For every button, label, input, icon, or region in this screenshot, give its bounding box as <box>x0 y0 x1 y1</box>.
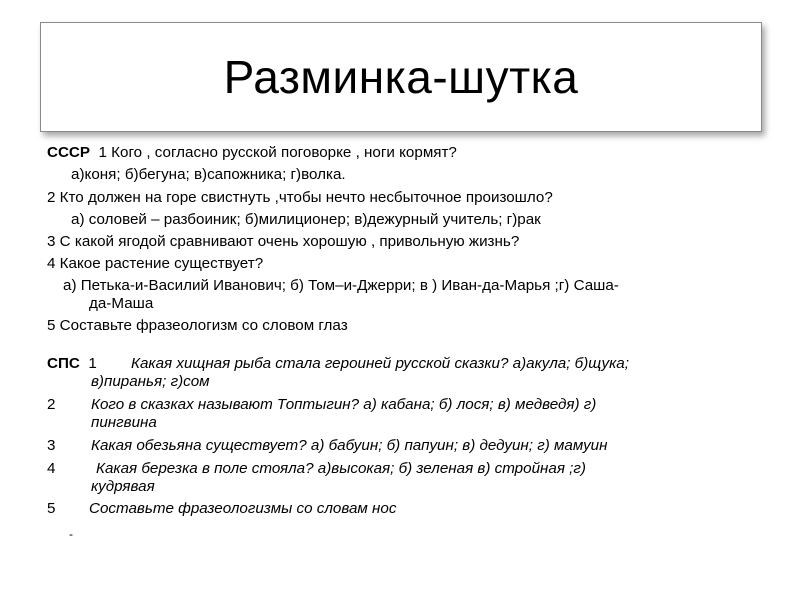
ussr-question-1 <box>47 144 457 161</box>
sps-q1-number: 1 <box>88 355 97 372</box>
sps-q1-line2: в)пиранья; г)сом <box>91 373 210 390</box>
sps-q1-line1: Какая хищная рыба стала героиней русской сказки? а)акула; б)щука; <box>131 355 629 372</box>
ussr-answer-2: а) соловей – разбоиник; б)милиционер; в)дежурный учитель; г)рак <box>71 211 541 228</box>
slide-title: Разминка-шутка <box>223 51 579 103</box>
sps-q2-line1: Кого в сказках называют Топтыгин? а) кабана; б) лося; в) медведя) г) <box>91 396 597 413</box>
sps-label: СПС <box>47 355 80 372</box>
ussr-question-4: 4 Какое растение существует? <box>47 255 264 272</box>
footer-mark: - <box>69 527 73 541</box>
sps-q5-line1: Составьте фразеологизмы со словам нос <box>89 500 397 517</box>
ussr-question-2: 2 Кто должен на горе свистнуть ,чтобы нечто несбыточное произошло? <box>47 189 553 206</box>
sps-q4-line2: кудрявая <box>91 478 155 495</box>
ussr-answer-1: а)коня; б)бегуна; в)сапожника; г)волка. <box>71 166 346 183</box>
ussr-answer-4-line2: да-Маша <box>89 295 154 312</box>
sps-q5-number: 5 <box>47 500 56 517</box>
ussr-question-3: 3 С какой ягодой сравнивают очень хорошую , привольную жизнь? <box>47 233 520 250</box>
sps-q2-number: 2 <box>47 396 56 413</box>
sps-q3-line1: Какая обезьяна существует? а) бабуин; б) папуин; в) дедуин; г) мамуин <box>91 437 608 454</box>
ussr-answer-4-line1: а) Петька-и-Василий Иванович; б) Том–и-Джерри; в ) Иван-да-Марья ;г) Саша- <box>63 277 619 294</box>
ussr-label: СССР <box>47 144 91 161</box>
ussr-q1-text: 1 Кого , согласно русской поговорке , ноги кормят? <box>98 144 457 161</box>
title-box <box>40 22 762 132</box>
ussr-question-5: 5 Составьте фразеологизм со словом глаз <box>47 317 348 334</box>
sps-q4-number: 4 <box>47 460 56 477</box>
sps-q4-line1: Какая березка в поле стояла? а)высокая; б) зеленая в) стройная ;г) <box>96 460 586 477</box>
sps-question-1 <box>47 355 97 372</box>
sps-q2-line2: пингвина <box>91 414 157 431</box>
sps-q3-number: 3 <box>47 437 56 454</box>
